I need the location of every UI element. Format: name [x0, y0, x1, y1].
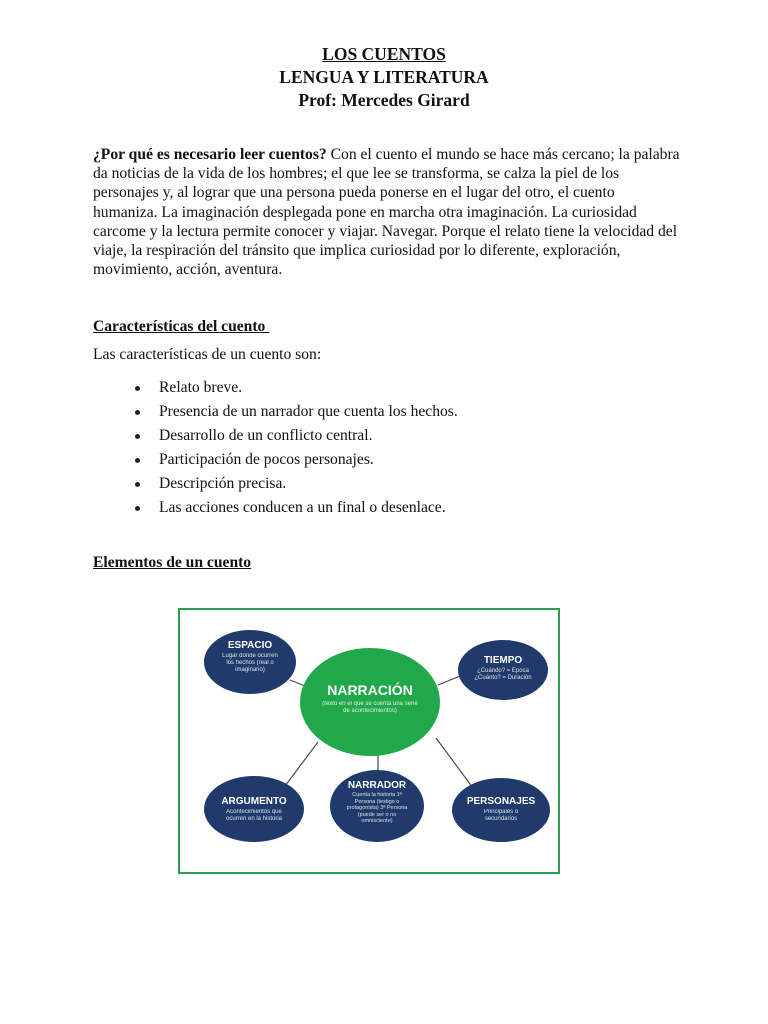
node-narracion [300, 648, 440, 756]
list-item [132, 496, 458, 520]
list-item-text: Descripción precisa. [159, 475, 287, 492]
characteristics-title: Características del cuento [93, 318, 270, 335]
list-item-text: Presencia de un narrador que cuenta los hechos. [159, 403, 458, 420]
list-item [132, 472, 458, 496]
node-tiempo [458, 640, 548, 700]
bullet-icon [135, 434, 140, 439]
document-subject: LENGUA Y LITERATURA [279, 67, 489, 87]
connector-line [438, 676, 460, 685]
node-personajes-subtitle: Principales o secundarios [483, 809, 519, 822]
node-argumento-title: ARGUMENTO [221, 796, 287, 807]
node-argumento [204, 776, 304, 842]
node-argumento-subtitle: Acontecimientos que ocurren en la historia [225, 809, 283, 822]
list-item [132, 448, 458, 472]
document-header [0, 43, 768, 112]
node-personajes [452, 778, 550, 842]
bullet-icon [135, 410, 140, 415]
characteristics-lead: Las características de un cuento son: [93, 346, 322, 363]
connector-line [436, 738, 473, 788]
story-elements-diagram [178, 608, 560, 874]
list-item-text: Desarrollo de un conflicto central. [159, 427, 373, 444]
node-narrador-title: NARRADOR [347, 780, 407, 791]
intro-paragraph [93, 145, 683, 279]
bullet-icon [135, 386, 140, 391]
intro-question: ¿Por qué es necesario leer cuentos? [93, 146, 327, 163]
node-espacio [204, 630, 296, 694]
node-narracion-title: NARRACIÓN [327, 682, 413, 698]
node-personajes-title: PERSONAJES [466, 796, 536, 807]
elements-title: Elementos de un cuento [93, 554, 252, 571]
intro-text: Con el cuento el mundo se hace más cercano; la palabra da noticias de la vida de los hombres; el que lee se transforma, se calza la piel de los personajes y, al lograr que una persona pueda ponerse en el lugar del otro, el cuento humaniza. La imaginación desplegada pone en marcha otra imaginación. La curiosidad carcome y la lectura permite conocer y viajar. Navegar. Porque el relato tiene la velocidad del viaje, la respiración del tránsito que implica curiosidad por lo diferente, exploración, movimiento, acción, aventura. [93, 146, 680, 279]
list-item-text: Relato breve. [159, 379, 243, 396]
document-title: LOS CUENTOS [322, 44, 446, 64]
document-teacher: Prof: Mercedes Girard [298, 90, 470, 110]
connector-line [282, 742, 318, 790]
bullet-icon [135, 506, 140, 511]
node-narrador-subtitle: Cuenta la historia 1ª Persona (testigo o protagonista) 3ª Persona (puede ser o no omnisciente) [346, 792, 408, 824]
list-item [132, 424, 458, 448]
list-item [132, 376, 458, 400]
bullet-icon [135, 458, 140, 463]
node-espacio-title: ESPACIO [227, 640, 273, 651]
list-item [132, 400, 458, 424]
node-tiempo-title: TIEMPO [483, 655, 523, 666]
characteristics-list [132, 376, 458, 520]
node-espacio-subtitle: Lugar donde ocurren los hechos (real o imaginario) [222, 653, 278, 673]
node-narrador [330, 770, 424, 842]
bullet-icon [135, 482, 140, 487]
list-item-text: Las acciones conducen a un final o desenlace. [159, 499, 446, 516]
list-item-text: Participación de pocos personajes. [159, 451, 374, 468]
node-narracion-subtitle: (texto en el que se cuenta una serie de acontecimientos) [322, 701, 418, 714]
node-tiempo-subtitle: ¿Cuándo? = Época ¿Cuánto? = Duración [474, 668, 532, 681]
